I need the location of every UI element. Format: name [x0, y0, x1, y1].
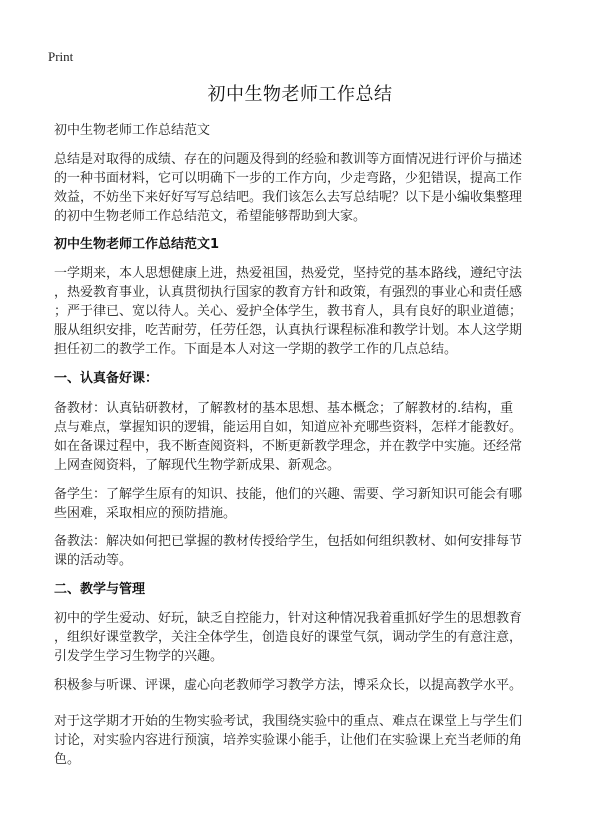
text-line: 点与难点，掌握知识的逻辑，能运用自如，知道应补充哪些资料，怎样才能教好。: [54, 420, 523, 435]
text-line: 一学期来，本人思想健康上进，热爱祖国，热爱党，坚持党的基本路线，遵纪守法: [54, 266, 523, 281]
text-line: 的初中生物老师工作总结范文，希望能够帮助到大家。: [54, 209, 367, 224]
paragraph-overview: [54, 264, 564, 359]
section-title: 初中生物老师工作总结范文1: [54, 237, 220, 252]
text-line: 课的活动等。: [54, 553, 133, 568]
print-label: Print: [48, 49, 74, 64]
document-subtitle: 初中生物老师工作总结范文: [54, 123, 211, 138]
text-line: 引发学生学习生物学的兴趣。: [54, 649, 224, 664]
paragraph-prepare-methods: [54, 532, 564, 570]
paragraph-peer-observation: [54, 676, 564, 695]
heading-teaching-management: 二、教学与管理: [54, 582, 146, 597]
paragraph-student-management: [54, 609, 564, 666]
text-line: 的一种书面材料，它可以明确下一步的工作方向，少走弯路，少犯错误，提高工作: [54, 171, 523, 186]
text-line: 讨论，对实验内容进行预演，培养实验课小能手，让他们在实验课上充当老师的角: [54, 733, 523, 748]
document-title: 初中生物老师工作总结: [207, 84, 393, 105]
text-line: 色。: [54, 752, 81, 767]
paragraph-prepare-materials: [54, 399, 564, 475]
text-line: 服从组织安排，吃苦耐劳，任劳任怨，认真执行课程标准和教学计划。本人这学期: [54, 323, 523, 338]
text-line: 备教法：解决如何把已掌握的教材传授给学生，包括如何组织教材、如何安排每节: [54, 534, 523, 549]
text-line: 备教材：认真钻研教材，了解教材的基本思想、基本概念；了解教材的.结构，重: [54, 401, 514, 416]
text-line: 初中的学生爱动、好玩，缺乏自控能力，针对这种情况我着重抓好学生的思想教育: [54, 611, 523, 626]
text-line: 积极参与听课、评课，虚心向老教师学习教学方法，博采众长，以提高教学水平。: [54, 678, 523, 693]
paragraph-prepare-students: [54, 485, 564, 523]
intro-paragraph: [54, 150, 564, 226]
text-line: 担任初二的教学工作。下面是本人对这一学期的教学工作的几点总结。: [54, 342, 458, 357]
text-line: 对于这学期才开始的生物实验考试，我围绕实验中的重点、难点在课堂上与学生们: [54, 714, 523, 729]
text-line: 备学生：了解学生原有的知识、技能，他们的兴趣、需要、学习新知识可能会有哪: [54, 487, 523, 502]
text-line: 上网查阅资料，了解现代生物学新成果、新观念。: [54, 458, 341, 473]
heading-lesson-prep: 一、认真备好课：: [54, 371, 159, 386]
paragraph-lab-exam: [54, 712, 564, 769]
text-line: ，组织好课堂教学，关注全体学生，创造良好的课堂气氛，调动学生的有意注意，: [54, 630, 523, 645]
text-line: ，热爱教育事业，认真贯彻执行国家的教育方针和政策，有强烈的事业心和责任感: [54, 285, 523, 300]
text-line: 效益，不妨坐下来好好写写总结吧。我们该怎么去写总结呢？以下是小编收集整理: [54, 190, 523, 205]
text-line: 总结是对取得的成绩、存在的问题及得到的经验和教训等方面情况进行评价与描述: [54, 152, 523, 167]
text-line: 些困难，采取相应的预防措施。: [54, 506, 237, 521]
text-line: ；严于律已、宽以待人。关心、爱护全体学生，教书育人，具有良好的职业道德；: [54, 304, 523, 319]
text-line: 如在备课过程中，我不断查阅资料，不断更新教学理念，并在教学中实施。还经常: [54, 439, 523, 454]
